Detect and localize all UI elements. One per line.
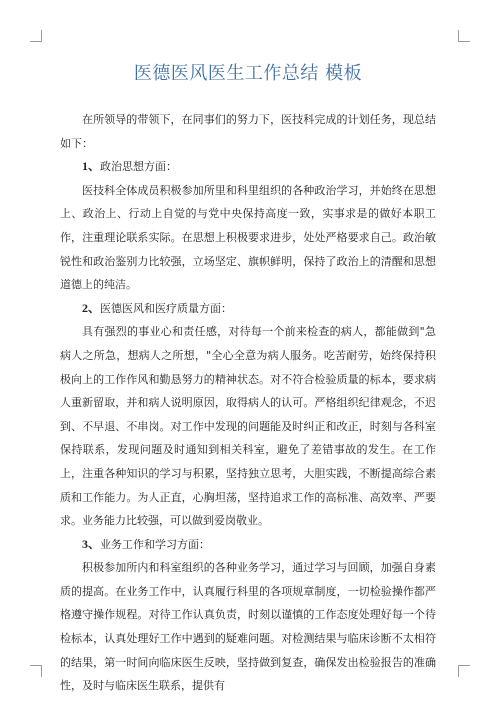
section-heading-work xyxy=(60,533,436,557)
section-body-politics: 医技科全体成员积极参加所里和科里组织的各种政治学习，并始终在思想上、政治上、行动上自觉的与党中央保持高度一致，实事求是的做好本职工作，注重理论联系实际。在思想上积极要求进步，处处严格要求自己。政治敏锐性和政治鉴别力比较强，立场坚定、旗帜鲜明，保持了政治上的清醒和思想道德上的纯洁。 xyxy=(60,183,436,292)
crop-mark-top-left xyxy=(30,30,42,42)
document-page xyxy=(60,60,436,698)
section-heading-text: 医德医风和医疗质量方面： xyxy=(100,301,233,315)
section-heading-text: 业务工作和学习方面： xyxy=(100,537,211,551)
section-body-work: 积极参加所内和科室组织的各种业务学习，通过学习与回顾，加强自身素质的提高。在业务工作中，认真履行科里的各项规章制度，一切检验操作都严格遵守操作规程。对待工作认真负责，时刻以谨慎的工作态度处理好每一个待检标本，认真处理好工作中遇到的疑难问题。对检测结果与临床诊断不太相符的结果，第一时间向临床医生反映，坚持做到复查，确保发出检验报告的准确性，及时与临床医生联系，提供有 xyxy=(60,561,436,693)
section-number: 2、 xyxy=(82,300,101,315)
section-heading-politics xyxy=(60,155,436,179)
crop-mark-bottom-left xyxy=(30,665,42,677)
section-heading-text: 政治思想方面： xyxy=(100,160,178,174)
document-title: 医德医风医生工作总结 模板 xyxy=(133,63,363,84)
section-body-ethics: 具有强烈的事业心和责任感，对待每一个前来检查的病人，都能做到"急病人之所急，想病人之所想，"全心全意为病人服务。吃苦耐劳，始终保持积极向上的工作作风和勤恳努力的精神状态。对不符合检验质量的标本，要求病人重新留取，并和病人说明原因，取得病人的认可。严格组织纪律观念，不迟到、不早退、不串岗。对工作中发现的问题能及时纠正和改正，时刻与各科室保持联系，发现问题及时通知到相关科室，避免了差错事故的发生。在工作上，注重各种知识的学习与积累，坚持独立思考，大胆实践，不断提高综合素质和工作能力。为人正直，心胸坦荡，坚持追求工作的高标准、高效率、严要求。业务能力比较强，可以做到爱岗敬业。 xyxy=(60,325,436,528)
crop-mark-bottom-right xyxy=(458,665,470,677)
crop-mark-top-right xyxy=(458,30,470,42)
intro-paragraph: 在所领导的带领下，在同事们的努力下，医技科完成的计划任务，现总结如下： xyxy=(60,113,436,150)
section-number: 3、 xyxy=(82,536,101,551)
section-heading-ethics xyxy=(60,297,436,321)
section-number: 1、 xyxy=(82,159,101,174)
